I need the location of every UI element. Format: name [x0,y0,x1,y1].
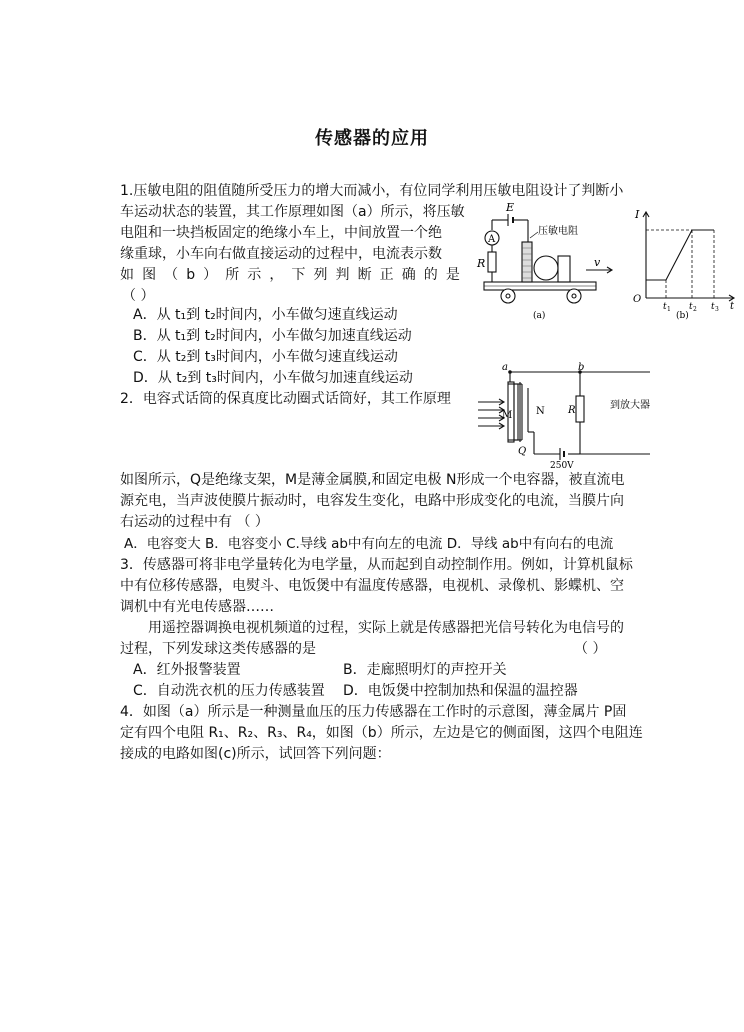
q1-option-b: B．从 t₁到 t₂时间内，小车做匀加速直线运动 [133,328,412,344]
q1-j2: （ [164,267,179,283]
q1-j4: ） [203,267,218,283]
fig-b-label-o: O [633,294,642,305]
q1-option-c: C．从 t₂到 t₃时间内，小车做匀速直线运动 [133,349,398,365]
fig-a-label-v: v [594,256,601,269]
fig-b-caption: (b) [676,311,689,321]
fig-mic-label-r: R [568,405,576,416]
q1-j14: 的 [423,267,438,283]
q1-line-2: 车运动状态的装置，其工作原理如图（a）所示，将压敏 [120,204,465,220]
q3-line-1: 3．传感器可将非电学量转化为电学量，从而起到自动控制作用。例如，计算机鼠标 [120,557,633,573]
fig-mic-label-q: Q [518,446,527,457]
fig-mic-label-a: a [502,362,508,373]
q1-j1: 图 [142,267,157,283]
q1-j15: 是 [445,267,460,283]
q1-option-a: A．从 t₁到 t₂时间内，小车做匀速直线运动 [133,307,398,323]
fig-b-tick-t3-sub: 3 [715,306,719,313]
q1-j7: ， [269,267,284,283]
q3-line-last: 过程，下列发球这类传感器的是 [120,641,316,657]
q3-answer-blank: （ ） [574,641,607,657]
q1-line-1: 1.压敏电阻的阻值随所受压力的增大而减小，有位同学利用压敏电阻设计了判断小 [120,183,624,199]
q1-j6: 示 [247,267,262,283]
q1-j3: b [186,267,196,283]
fig-a-label-r: R [477,257,486,270]
fig-b-tick-t2-sub: 2 [693,306,697,313]
q2-line-3: 源充电，当声波使膜片振动时，电容发生变化，电路中形成变化的电流，当膜片向 [120,493,624,509]
q4-line-2: 定有四个电阻 R₁、R₂、R₃、R₄，如图（b）所示，左边是它的侧面图，这四个电阻连 [120,725,643,741]
q1-j9: 列 [313,267,328,283]
q4-line-1: 4．如图（a）所示是一种测量血压的压力传感器在工作时的示意图，薄金属片 P固 [120,704,627,720]
fig-mic-label-voltage: 250V [550,461,574,471]
fig-b-axis-t: t [730,301,735,312]
q1-j8: 下 [291,267,306,283]
fig-b-tick-t1-sub: 1 [667,306,671,313]
fig-mic-label-m: M [502,410,513,421]
fig-b-tick-t3: t [711,302,715,312]
q4-line-3: 接成的电路如图(c)所示，试回答下列问题： [120,746,391,762]
q3-option-c: C．自动洗衣机的压力传感装置 [133,683,325,699]
fig-a-label-e: E [506,201,515,214]
q3-paragraph: 用遥控器调换电视机频道的过程，实际上就是传感器把光信号转化为电信号的 [148,620,624,636]
q1-j10: 判 [335,267,350,283]
q1-j0: 如 [120,267,134,283]
page-title: 传感器的应用 [315,128,429,149]
q1-option-d: D．从 t₂到 t₃时间内，小车做匀加速直线运动 [133,370,413,386]
figure-microphone-circuit [464,362,684,472]
q1-answer-blank: （ ） [122,288,155,304]
fig-mic-label-n: N [536,406,545,417]
q2-line-1: 2．电容式话筒的保真度比动圈式话筒好，其工作原理 [120,391,451,407]
figure-a-cart-circuit [470,198,630,326]
fig-b-tick-t2: t [689,302,693,312]
figure-b-current-graph [628,198,740,326]
fig-mic-label-amplifier: 到放大器 [610,400,650,411]
q3-option-b: B．走廊照明灯的声控开关 [343,662,507,678]
q1-line-3: 电阻和一块挡板固定的绝缘小车上，中间放置一个绝 [120,225,442,241]
q1-j12: 正 [379,267,394,283]
fig-a-label-ammeter: A [488,234,496,245]
q1-j5: 所 [225,267,240,283]
q2-options: A．电容变大 B．电容变小 C.导线 ab中有向左的电流 D．导线 ab中有向右的电流 [124,536,614,552]
q1-line-5-justified [120,265,460,286]
q1-line-4: 缘重球，小车向右做直接运动的过程中，电流表示数 [120,246,442,262]
fig-a-label-sensor: 压敏电阻 [538,226,578,237]
q3-line-2: 中有位移传感器，电熨斗、电饭煲中有温度传感器，电视机、录像机、影蝶机、空 [120,578,624,594]
fig-b-label-i: I [635,208,640,221]
fig-b-tick-t1: t [663,302,667,312]
q1-j11: 断 [357,267,372,283]
fig-a-caption: (a) [533,311,546,321]
q1-j13: 确 [401,267,416,283]
q3-option-a: A．红外报警装置 [133,662,241,678]
q3-line-3: 调机中有光电传感器…… [120,599,274,615]
fig-mic-label-b: b [578,362,585,373]
q2-line-2: 如图所示，Q是绝缘支架，M是薄金属膜,和固定电极 N形成一个电容器，被直流电 [120,472,625,488]
q3-option-d: D．电饭煲中控制加热和保温的温控器 [343,683,578,699]
q2-line-4: 右运动的过程中有 （ ） [120,514,269,530]
